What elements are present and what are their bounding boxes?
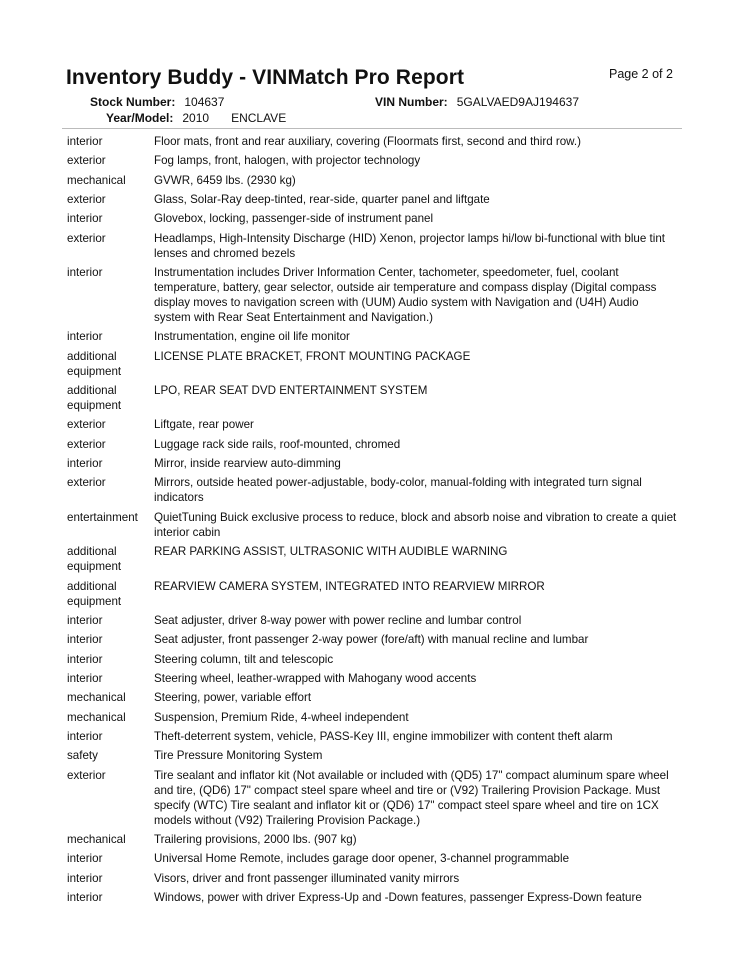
feature-row	[67, 510, 677, 544]
feature-description: Windows, power with driver Express-Up and -Down features, passenger Express-Down feature	[154, 890, 642, 904]
feature-category: safety	[67, 749, 98, 763]
feature-description: Liftgate, rear power	[154, 418, 254, 432]
model-value: ENCLAVE	[231, 111, 287, 125]
feature-category: additional equipment	[67, 384, 122, 413]
feature-row	[67, 417, 677, 436]
feature-category: exterior	[67, 437, 106, 451]
feature-description: LICENSE PLATE BRACKET, FRONT MOUNTING PACKAGE	[154, 349, 471, 363]
feature-description: LPO, REAR SEAT DVD ENTERTAINMENT SYSTEM	[154, 384, 428, 398]
feature-description: Suspension, Premium Ride, 4-wheel independent	[154, 710, 409, 724]
feature-description: Trailering provisions, 2000 lbs. (907 kg)	[154, 832, 357, 846]
feature-description: Seat adjuster, driver 8-way power with power recline and lumbar control	[154, 613, 522, 627]
feature-description: Tire Pressure Monitoring System	[154, 749, 323, 763]
feature-row	[67, 173, 677, 192]
feature-row	[67, 613, 677, 632]
feature-description: Instrumentation, engine oil life monitor	[154, 330, 350, 344]
feature-row	[67, 383, 677, 417]
feature-row	[67, 544, 677, 578]
feature-description: Steering column, tilt and telescopic	[154, 652, 334, 666]
feature-row	[67, 475, 677, 509]
stock-number-label: Stock Number:	[90, 95, 176, 109]
page-number: Page 2 of 2	[609, 67, 673, 81]
feature-description: Instrumentation includes Driver Information Center, tachometer, speedometer, fuel, coolant temperature, battery, gear selector, outside air temperature and compass display (Digital compass display moves to navigation screen with (UUM) Audio system with Navigation and (U4H) Audio system with Rear Seat Entertainment and Navigation.)	[154, 266, 657, 325]
feature-row	[67, 871, 677, 890]
feature-category: interior	[67, 266, 103, 280]
feature-category: interior	[67, 633, 103, 647]
feature-description: Steering, power, variable effort	[154, 691, 312, 705]
feature-row	[67, 890, 677, 909]
feature-list	[67, 134, 677, 909]
feature-row	[67, 349, 677, 383]
feature-category: mechanical	[67, 173, 126, 187]
feature-description: REAR PARKING ASSIST, ULTRASONIC WITH AUDIBLE WARNING	[154, 545, 508, 559]
feature-row	[67, 632, 677, 651]
feature-description: Mirrors, outside heated power-adjustable, body-color, manual-folding with integrated turn signal indicators	[154, 476, 642, 505]
feature-category: mechanical	[67, 691, 126, 705]
feature-row	[67, 671, 677, 690]
feature-category: interior	[67, 871, 103, 885]
feature-category: additional equipment	[67, 545, 122, 574]
feature-description: QuietTuning Buick exclusive process to reduce, block and absorb noise and vibration to create a quiet interior cabin	[154, 510, 677, 539]
feature-description: Theft-deterrent system, vehicle, PASS-Key III, engine immobilizer with content theft alarm	[154, 729, 613, 743]
feature-row	[67, 832, 677, 851]
feature-category: exterior	[67, 476, 106, 490]
feature-row	[67, 579, 677, 613]
feature-row	[67, 153, 677, 172]
feature-category: exterior	[67, 231, 106, 245]
feature-category: exterior	[67, 768, 106, 782]
year-value: 2010	[182, 111, 210, 125]
feature-description: Headlamps, High-Intensity Discharge (HID) Xenon, projector lamps hi/low bi-functional with blue tint lenses and chromed bezels	[154, 231, 665, 260]
feature-row	[67, 329, 677, 348]
vin-number-label: VIN Number:	[375, 95, 448, 109]
feature-category: exterior	[67, 193, 106, 207]
feature-description: Floor mats, front and rear auxiliary, covering (Floormats first, second and third row.)	[154, 135, 581, 148]
feature-category: interior	[67, 852, 103, 866]
feature-row	[67, 652, 677, 671]
feature-row	[67, 710, 677, 729]
feature-description: Tire sealant and inflator kit (Not available or included with (QD5) 17" compact aluminum spare wheel and tire, (QD6) 17" compact steel spare wheel and tire or (V92) Trailering Provision Package. Must specify (WTC) Tire sealant and inflator kit or (QD6) 17" compact steel spare wheel and tire on 1CX models without (V92) Trailering Provision Package.)	[154, 768, 669, 827]
feature-category: interior	[67, 212, 103, 226]
feature-category: interior	[67, 729, 103, 743]
feature-row	[67, 134, 677, 153]
feature-category: exterior	[67, 418, 106, 432]
feature-description: Visors, driver and front passenger illuminated vanity mirrors	[154, 871, 460, 885]
feature-description: Mirror, inside rearview auto-dimming	[154, 457, 341, 471]
feature-row	[67, 729, 677, 748]
feature-description: Luggage rack side rails, roof-mounted, chromed	[154, 437, 401, 451]
feature-category: interior	[67, 890, 103, 904]
feature-row	[67, 768, 677, 832]
feature-row	[67, 437, 677, 456]
feature-description: Universal Home Remote, includes garage door opener, 3-channel programmable	[154, 852, 570, 866]
year-model-label: Year/Model:	[106, 111, 174, 125]
vin-number	[375, 95, 579, 109]
feature-category: exterior	[67, 154, 106, 168]
report-title: Inventory Buddy - VINMatch Pro Report	[66, 66, 465, 89]
feature-row	[67, 192, 677, 211]
feature-category: interior	[67, 613, 103, 627]
feature-description: Seat adjuster, front passenger 2-way power (fore/aft) with manual recline and lumbar	[154, 633, 589, 647]
feature-row	[67, 211, 677, 230]
stock-number-value: 104637	[184, 95, 225, 109]
feature-category: interior	[67, 652, 103, 666]
feature-row	[67, 265, 677, 329]
feature-category: additional equipment	[67, 349, 122, 378]
feature-description: Glovebox, locking, passenger-side of instrument panel	[154, 212, 434, 226]
feature-description: Glass, Solar-Ray deep-tinted, rear-side, quarter panel and liftgate	[154, 193, 490, 207]
vin-number-value: 5GALVAED9AJ194637	[456, 95, 579, 109]
feature-description: Fog lamps, front, halogen, with projector technology	[154, 154, 421, 168]
year-model	[106, 111, 286, 125]
feature-category: additional equipment	[67, 579, 122, 608]
feature-description: GVWR, 6459 lbs. (2930 kg)	[154, 173, 296, 187]
feature-category: interior	[67, 457, 103, 471]
feature-category: mechanical	[67, 710, 126, 724]
feature-row	[67, 456, 677, 475]
header-divider	[62, 128, 682, 129]
feature-row	[67, 690, 677, 709]
feature-description: Steering wheel, leather-wrapped with Mahogany wood accents	[154, 671, 477, 685]
feature-row	[67, 748, 677, 767]
feature-row	[67, 231, 677, 265]
feature-category: interior	[67, 330, 103, 344]
feature-category: interior	[67, 671, 103, 685]
feature-description: REARVIEW CAMERA SYSTEM, INTEGRATED INTO REARVIEW MIRROR	[154, 579, 545, 593]
feature-category: interior	[67, 135, 103, 148]
feature-row	[67, 851, 677, 870]
feature-category: mechanical	[67, 832, 126, 846]
feature-category: entertainment	[67, 510, 138, 524]
stock-number	[90, 95, 224, 109]
